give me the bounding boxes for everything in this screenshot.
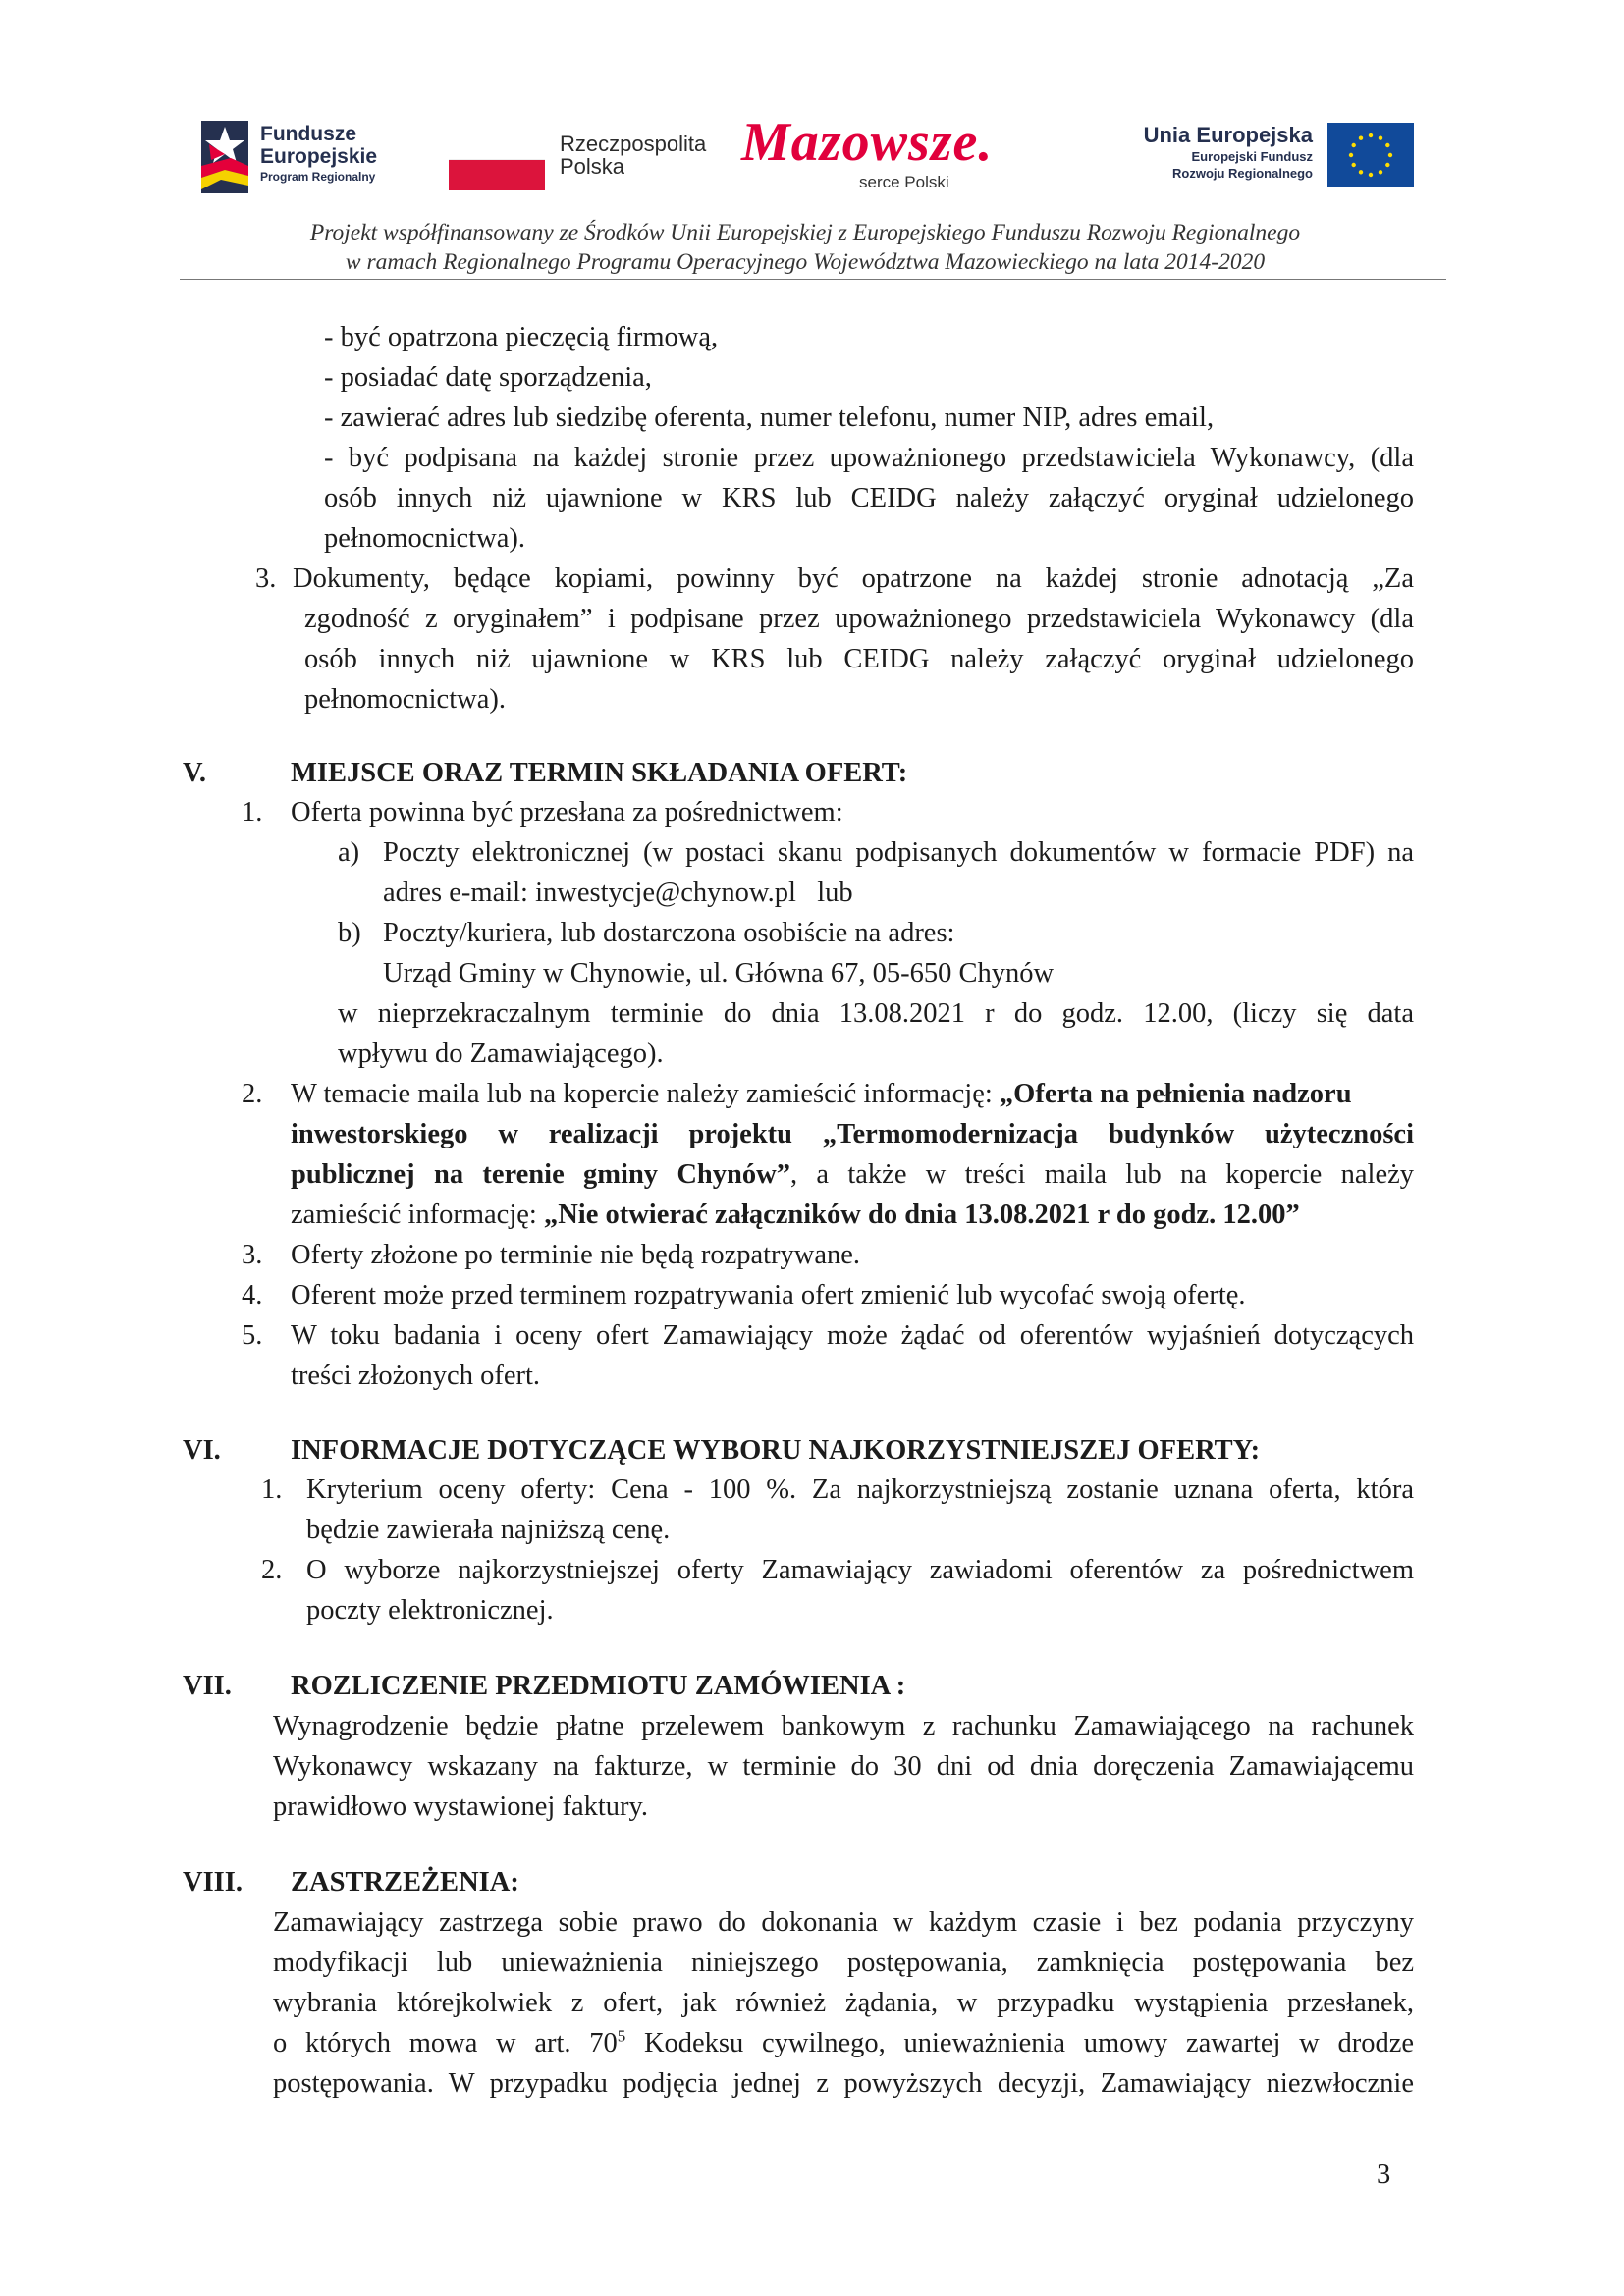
section-title: INFORMACJE DOTYCZĄCE WYBORU NAJKORZYSTNIEJSZEJ OFERTY: (291, 1435, 1261, 1466)
item-number: 5. (242, 1320, 263, 1351)
fe-subtitle: Program Regionalny (260, 170, 376, 184)
unia-europejska-logo (1065, 113, 1414, 201)
header-divider (180, 279, 1446, 280)
item-number: 3. (242, 1240, 263, 1270)
requirement-line: osób innych niż ujawnione w KRS lub CEIDG należy załączyć oryginał udzielonego (324, 483, 1414, 513)
paragraph-line: prawidłowo wystawionej faktury. (273, 1791, 649, 1822)
cofinancing-line-1: Projekt współfinansowany ze Środków Unii Europejskiej z Europejskiego Funduszu Rozwoju Regionalnego (309, 220, 1301, 245)
fundusze-europejskie-logo (201, 113, 437, 201)
rzeczpospolita-polska-logo (449, 113, 707, 201)
item3-line: pełnomocnictwa). (304, 684, 506, 715)
item-text: poczty elektronicznej. (306, 1595, 554, 1626)
sub-item-text: Poczty elektronicznej (w postaci skanu podpisanych dokumentów w formacie PDF) na (383, 837, 1414, 868)
section-title: ROZLICZENIE PRZEDMIOTU ZAMÓWIENIA : (291, 1671, 906, 1701)
item-text: Oferent może przed terminem rozpatrywania ofert zmienić lub wycofać swoją ofertę. (291, 1280, 1246, 1310)
item-text: W toku badania i oceny ofert Zamawiający może żądać od oferentów wyjaśnień dotyczących (291, 1320, 1414, 1351)
cofinancing-line-2: w ramach Regionalnego Programu Operacyjnego Województwa Mazowieckiego na lata 2014-2020 (345, 249, 1266, 275)
section-title: ZASTRZEŻENIA: (291, 1867, 519, 1897)
ue-sub-2: Rozwoju Regionalnego (1172, 166, 1313, 181)
item-text-part: zamieścić informację: (291, 1200, 544, 1230)
item-text-bold: „Oferta na pełnienia nadzoru (999, 1079, 1352, 1109)
requirement-line: - być opatrzona pieczęcią firmową, (324, 322, 719, 352)
rp-line-1: Rzeczpospolita (560, 132, 707, 156)
item-text-part: W temacie maila lub na kopercie należy zamieścić informację: (291, 1079, 1000, 1109)
item-text (291, 1198, 1300, 1233)
item-text-part: , a także w treści maila lub na kopercie należy (789, 1159, 1414, 1190)
postal-address: Urząd Gminy w Chynowie, ul. Główna 67, 05-650 Chynów (383, 958, 1055, 988)
requirement-line: - posiadać datę sporządzenia, (324, 362, 652, 393)
paragraph-part: o których mowa w art. 70 (273, 2028, 618, 2058)
section-number: VIII. (183, 1867, 243, 1897)
fe-text (260, 123, 377, 186)
paragraph-line: postępowania. W przypadku podjęcia jednej z powyższych decyzji, Zamawiający niezwłocznie (273, 2068, 1414, 2099)
sub-item-label: b) (338, 918, 361, 948)
mazowsze-wordmark: Mazowsze. (741, 112, 994, 173)
item-text (291, 1157, 1414, 1193)
superscript: 5 (617, 2026, 626, 2046)
sub-item-label: a) (338, 837, 360, 868)
eu-flag-icon (1327, 123, 1414, 187)
email-address: adres e-mail: inwestycje@chynow.pl lub (383, 878, 853, 908)
section-number: V. (183, 758, 207, 788)
fe-star-icon (201, 121, 248, 193)
section-number: VI. (183, 1435, 221, 1466)
ue-title: Unia Europejska (1143, 123, 1313, 147)
item3-line: zgodność z oryginałem” i podpisane przez upoważnionego przedstawiciela Wykonawcy (dla (304, 604, 1414, 634)
deadline-text: w nieprzekraczalnym terminie do dnia 13.08.2021 r do godz. 12.00, (liczy się data (338, 998, 1414, 1029)
item-text: będzie zawierała najniższą cenę. (306, 1515, 671, 1545)
item-text-bold: „Nie otwierać załączników do dnia 13.08.2021 r do godz. 12.00” (543, 1200, 1300, 1230)
header-logos (201, 113, 1414, 201)
paragraph-line: Wynagrodzenie będzie płatne przelewem bankowym z rachunku Zamawiającego na rachunek (273, 1711, 1414, 1741)
mazowsze-tagline: serce Polski (859, 173, 949, 191)
item-text: Kryterium oceny oferty: Cena - 100 %. Za najkorzystniejszą zostanie uznana oferta, która (306, 1474, 1414, 1505)
rp-text (560, 133, 706, 178)
item-number: 4. (242, 1280, 263, 1310)
paragraph-line: wybrania którejkolwiek z ofert, jak również żądania, w przypadku wystąpienia przesłanek, (273, 1988, 1414, 2018)
requirement-line: pełnomocnictwa). (324, 523, 525, 554)
item-text-bold: inwestorskiego w realizacji projektu „Termomodernizacja budynków użyteczności (291, 1119, 1414, 1149)
paragraph-line: Zamawiający zastrzega sobie prawo do dokonania w każdym czasie i bez podania przyczyny (273, 1907, 1414, 1938)
item-number: 1. (242, 797, 263, 828)
paragraph-line: Wykonawcy wskazany na fakturze, w terminie do 30 dni od dnia doręczenia Zamawiającemu (273, 1751, 1414, 1782)
item3-line: osób innych niż ujawnione w KRS lub CEIDG należy załączyć oryginał udzielonego (304, 644, 1414, 674)
item-text: Oferta powinna być przesłana za pośrednictwem: (291, 797, 843, 828)
item-text-bold: publicznej na terenie gminy Chynów” (291, 1159, 790, 1190)
rp-line-2: Polska (560, 154, 625, 179)
fe-title-2: Europejskie (260, 145, 378, 168)
fe-title-1: Fundusze (260, 123, 356, 145)
section-number: VII. (183, 1671, 232, 1701)
paragraph-line: modyfikacji lub unieważnienia niniejszego postępowania, zamknięcia postępowania bez (273, 1948, 1414, 1978)
requirement-line: - być podpisana na każdej stronie przez upoważnionego przedstawiciela Wykonawcy, (dla (324, 443, 1414, 473)
item3-line: Dokumenty, będące kopiami, powinny być opatrzone na każdej stronie adnotacją „Za (293, 563, 1414, 594)
ue-text (1144, 123, 1313, 182)
item-text: O wyborze najkorzystniejszej oferty Zamawiający zawiadomi oferentów za pośrednictwem (306, 1555, 1414, 1585)
requirement-line: - zawierać adres lub siedzibę oferenta, numer telefonu, numer NIP, adres email, (324, 402, 1215, 433)
item-text: Oferty złożone po terminie nie będą rozpatrywane. (291, 1240, 861, 1270)
cofinancing-note (177, 218, 1434, 277)
paragraph-part: Kodeksu cywilnego, unieważnienia umowy zawartej w drodze (625, 2028, 1414, 2058)
item-number: 3. (255, 563, 277, 594)
item-text: treści złożonych ofert. (291, 1361, 541, 1391)
section-title: MIEJSCE ORAZ TERMIN SKŁADANIA OFERT: (291, 758, 908, 788)
item-number: 2. (261, 1555, 283, 1585)
item-number: 2. (242, 1079, 263, 1109)
sub-item-text: Poczty/kuriera, lub dostarczona osobiście na adres: (383, 918, 955, 948)
mazowsze-logo (741, 113, 1026, 201)
paragraph-line (273, 2026, 1414, 2061)
deadline-text: wpływu do Zamawiającego). (338, 1039, 664, 1069)
item-number: 1. (261, 1474, 283, 1505)
ue-sub-1: Europejski Fundusz (1191, 149, 1313, 164)
polish-flag-icon (449, 159, 545, 190)
item-text (291, 1077, 1352, 1112)
page-number: 3 (1377, 2160, 1391, 2190)
